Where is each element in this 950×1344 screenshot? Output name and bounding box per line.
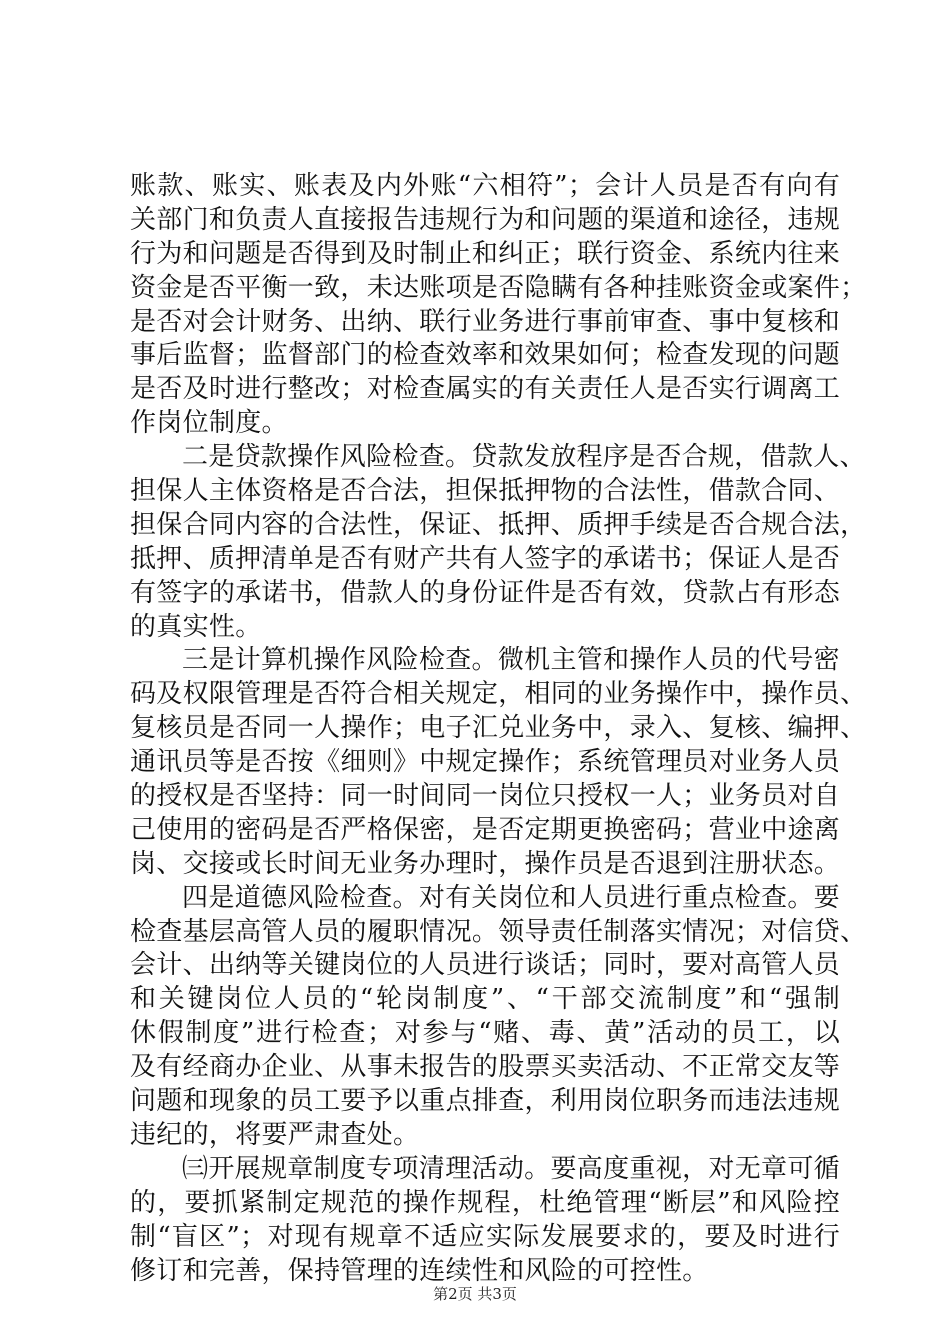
text-line: 是否及时进行整改；对检查属实的有关责任人是否实行调离工 <box>130 374 841 405</box>
text-line: 的真实性。 <box>130 611 262 642</box>
text-line: 通讯员等是否按《细则》中规定操作；系统管理员对业务人员 <box>130 747 841 778</box>
paragraph <box>130 644 867 881</box>
text-line: 有签字的承诺书，借款人的身份证件是否有效，贷款占有形态 <box>130 577 841 608</box>
text-line: 休假制度”进行检查；对参与“赌、毒、黄”活动的员工，以 <box>130 1018 840 1049</box>
text-line: 制“盲区”；对现有规章不适应实际发展要求的，要及时进行 <box>130 1221 840 1252</box>
text-line: 会计、出纳等关键岗位的人员进行谈话；同时，要对高管人员 <box>130 950 841 981</box>
text-line: 关部门和负责人直接报告违规行为和问题的渠道和途径，违规 <box>130 204 841 235</box>
text-line: 资金是否平衡一致，未达账项是否隐瞒有各种挂账资金或案件； <box>130 272 867 303</box>
text-line: 检查基层高管人员的履职情况。领导责任制落实情况；对信贷、 <box>130 916 867 947</box>
text-line: 是否对会计财务、出纳、联行业务进行事前审查、事中复核和 <box>130 306 841 337</box>
text-line: 修订和完善，保持管理的连续性和风险的可控性。 <box>130 1255 709 1286</box>
text-line: 问题和现象的员工要予以重点排查，利用岗位职务而违法违规 <box>130 1086 841 1117</box>
text-line: 违纪的，将要严肃查处。 <box>130 1119 420 1150</box>
text-line: 四是道德风险检查。对有关岗位和人员进行重点检查。要 <box>182 882 840 913</box>
text-line: 事后监督；监督部门的检查效率和效果如何；检查发现的问题 <box>130 340 841 371</box>
page-number-label: 第2页 共3页 <box>433 1285 517 1303</box>
text-line: 岗、交接或长时间无业务办理时，操作员是否退到注册状态。 <box>130 848 841 879</box>
text-line: 抵押、质押清单是否有财产共有人签字的承诺书；保证人是否 <box>130 543 841 574</box>
page-footer <box>0 1283 950 1304</box>
text-line: 三是计算机操作风险检查。微机主管和操作人员的代号密 <box>182 645 840 676</box>
text-line: 码及权限管理是否符合相关规定，相同的业务操作中，操作员、 <box>130 679 867 710</box>
text-line: 担保人主体资格是否合法，担保抵押物的合法性，借款合同、 <box>130 476 841 507</box>
paragraph <box>130 170 867 441</box>
text-line: 的授权是否坚持：同一时间同一岗位只授权一人；业务员对自 <box>130 781 841 812</box>
text-line: 账款、账实、账表及内外账“六相符”；会计人员是否有向有 <box>130 171 840 201</box>
paragraph <box>130 1153 840 1289</box>
text-line: 二是贷款操作风险检查。贷款发放程序是否合规，借款人、 <box>182 442 866 473</box>
text-line: 和关键岗位人员的“轮岗制度”、“干部交流制度”和“强制 <box>130 984 840 1015</box>
document-body <box>130 170 867 1288</box>
text-line: 行为和问题是否得到及时制止和纠正；联行资金、系统内往来 <box>130 238 841 269</box>
paragraph <box>130 441 867 644</box>
text-line: 担保合同内容的合法性，保证、抵押、质押手续是否合规合法， <box>130 509 867 540</box>
text-line: ㈢开展规章制度专项清理活动。要高度重视，对无章可循 <box>182 1153 840 1184</box>
paragraph <box>130 882 867 1153</box>
text-line: 复核员是否同一人操作；电子汇兑业务中，录入、复核、编押、 <box>130 713 867 744</box>
text-line: 作岗位制度。 <box>130 408 288 439</box>
text-line: 的，要抓紧制定规范的操作规程，杜绝管理“断层”和风险控 <box>130 1187 840 1218</box>
text-line: 及有经商办企业、从事未报告的股票买卖活动、不正常交友等 <box>130 1052 841 1083</box>
text-line: 己使用的密码是否严格保密，是否定期更换密码；营业中途离 <box>130 814 841 845</box>
